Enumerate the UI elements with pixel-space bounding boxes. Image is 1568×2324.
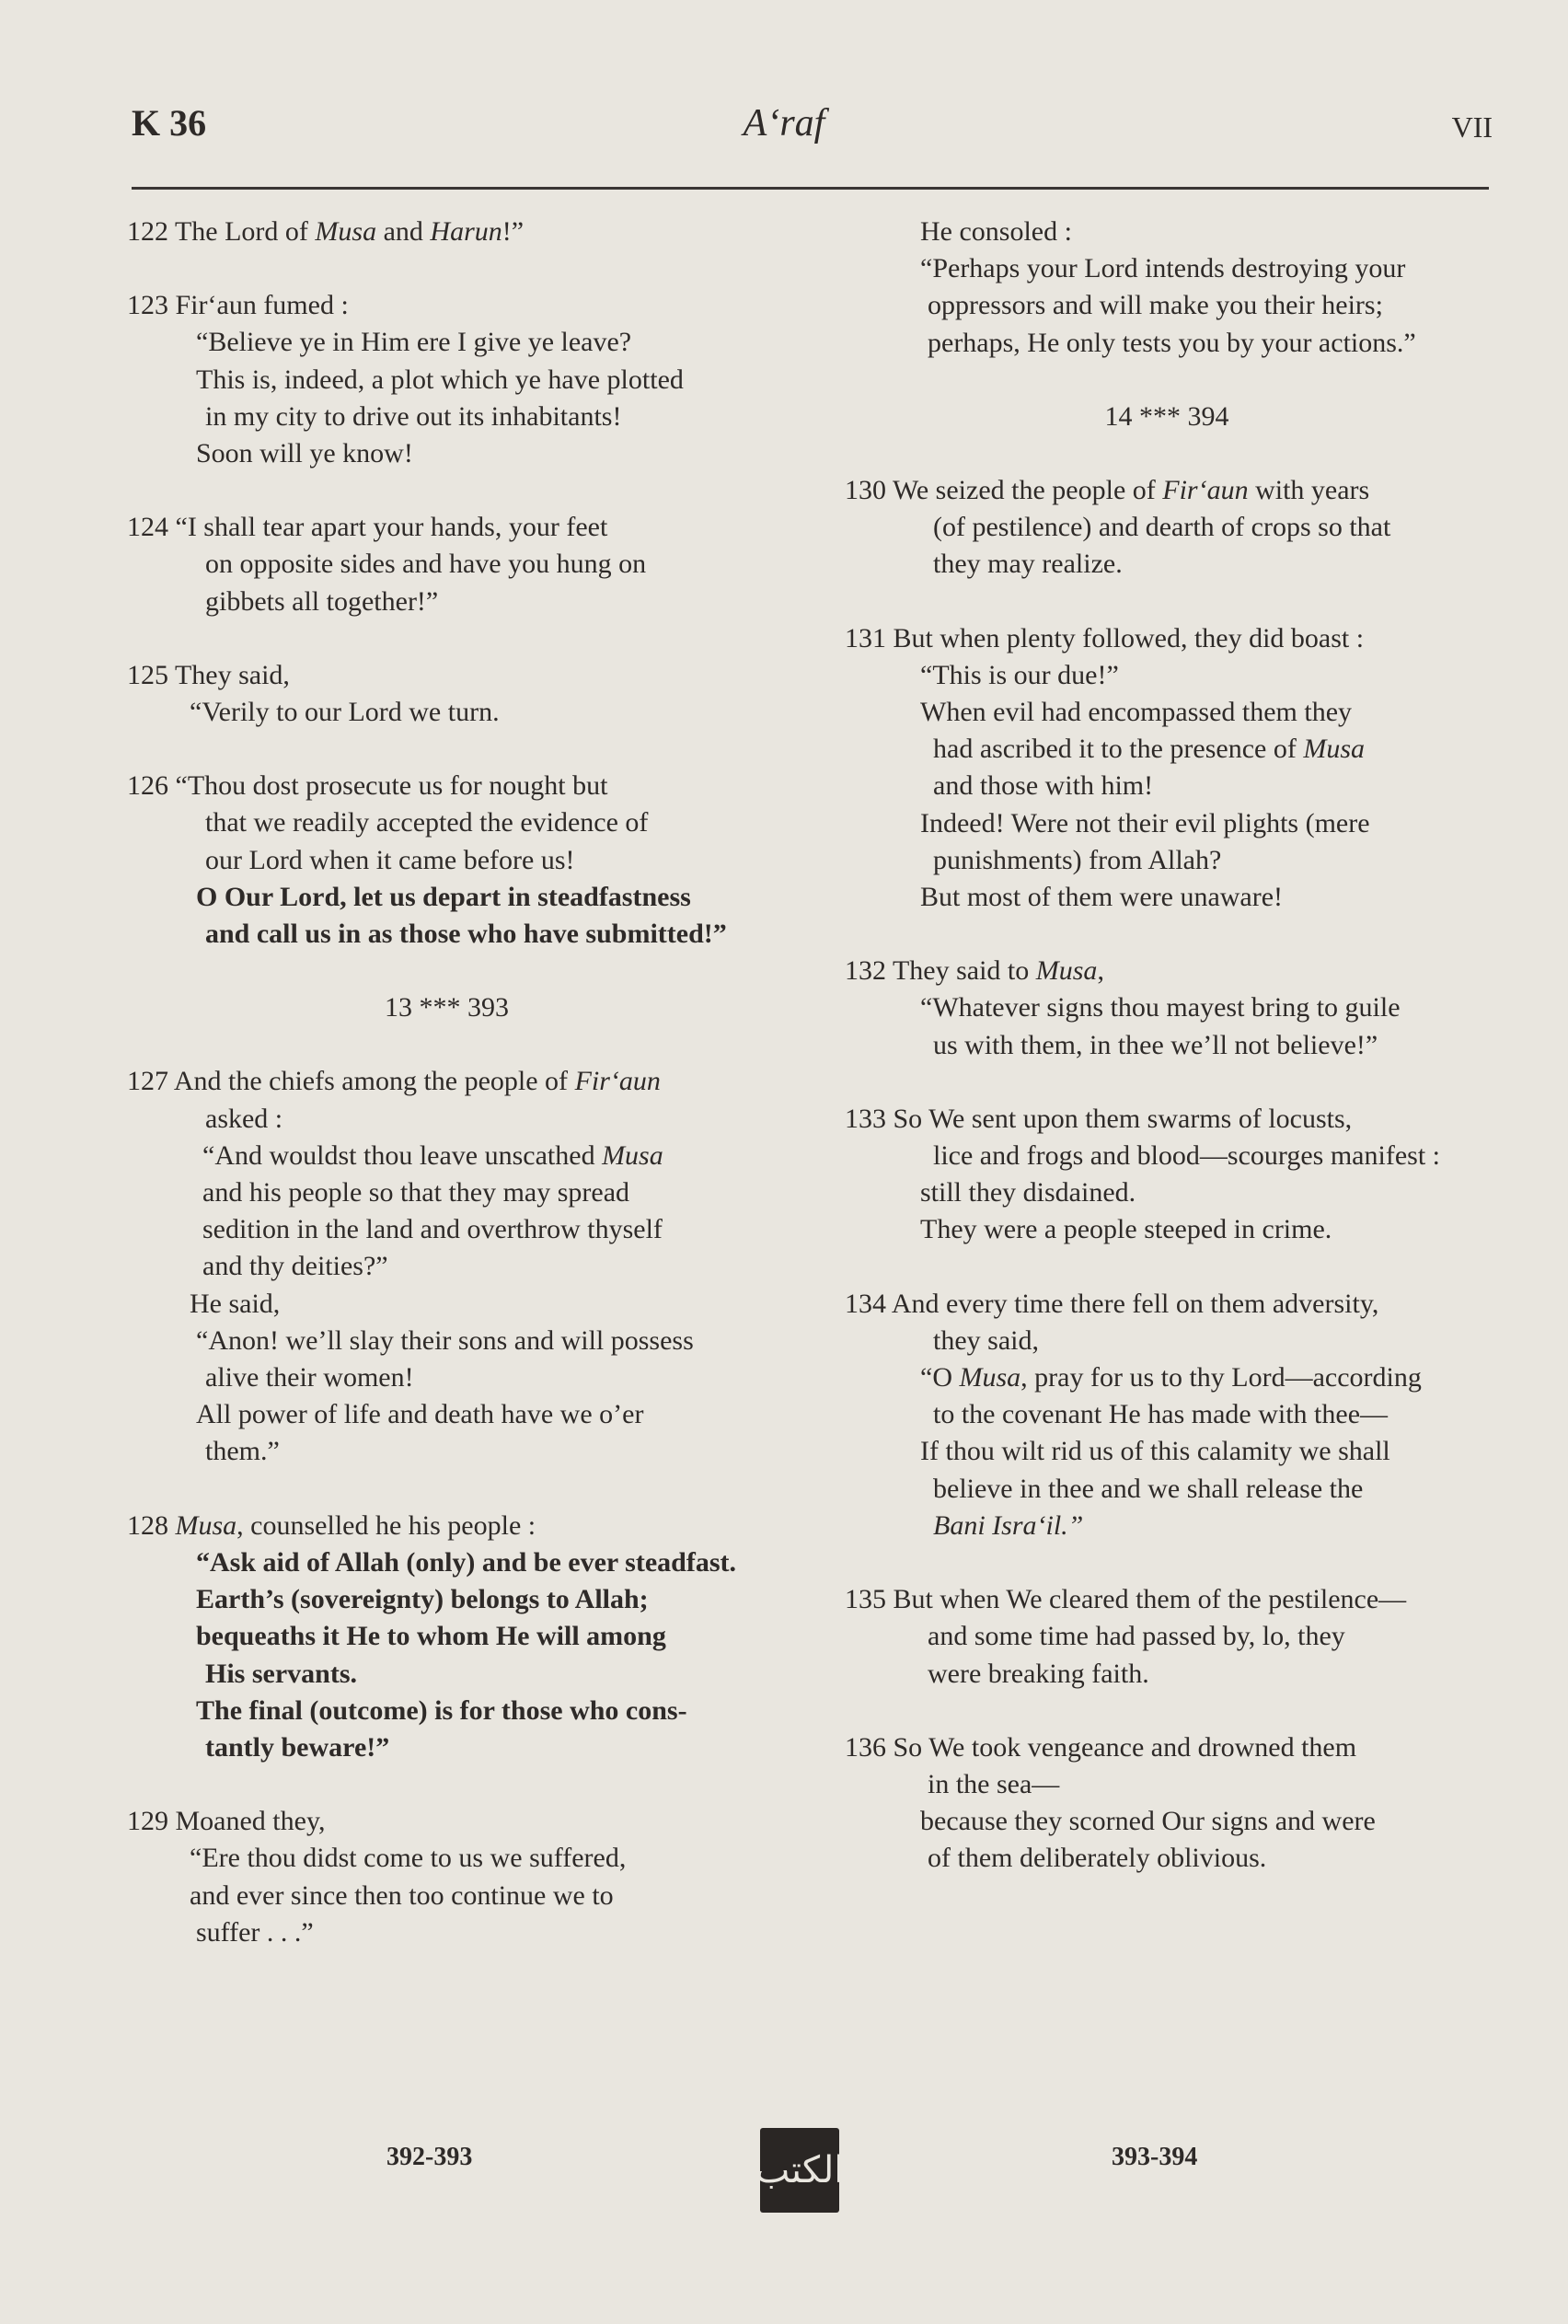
chapter-number: VII <box>1451 110 1493 144</box>
footer-page-range-right: 393-394 <box>1112 2143 1198 2171</box>
right-column <box>845 214 1489 1914</box>
verse-127: 127 And the chiefs among the people of Fir‘aun asked : “And wouldst thou leave unscathed Musa and his people so that they may spread sedition in the land and overthrow thyself and thy deities?” He said, “Anon! we’ll slay their sons and will possess alive their women! All power of life and death have we o’er them.” <box>127 1066 694 1467</box>
verse-133: 133 So We sent upon them swarms of locusts, lice and frogs and blood—scourges manifest : still they disdained. They were a people steeped in crime. <box>845 1103 1440 1245</box>
publisher-logo: الكتب <box>760 2128 839 2213</box>
page-title: A‘raf <box>743 102 825 145</box>
verse-132: 132 They said to Musa, “Whatever signs thou mayest bring to guile us with them, in thee we’ll not believe!” <box>845 955 1401 1060</box>
verse-126: 126 “Thou dost prosecute us for nought but that we readily accepted the evidence of our Lord when it came before us! O Our Lord, let us depart in steadfastness and call us in as those who have submitted!” <box>127 770 727 950</box>
verse-128: 128 Musa, counselled he his people : “Ask aid of Allah (only) and be ever steadfast. Earth’s (sovereignty) belongs to Allah; bequeaths it He to whom He will among His servants. The final (outcome) is for those who cons- tantly beware!” <box>127 1509 736 1763</box>
verse-129: 129 Moaned they, “Ere thou didst come to us we suffered, and ever since then too continue we to suffer . . .” <box>127 1806 627 1948</box>
page-code: K 36 <box>132 102 207 144</box>
footer-page-range-left: 392-393 <box>386 2143 473 2171</box>
verse-129-continued: He consoled : “Perhaps your Lord intends destroying your oppressors and will make you their heirs; perhaps, He only tests you by your actions.” <box>920 216 1416 358</box>
verse-122: 122 The Lord of Musa and Harun!” <box>127 216 525 247</box>
verse-136: 136 So We took vengeance and drowned them in the sea— because they scorned Our signs and were of them deliberately oblivious. <box>845 1731 1376 1874</box>
verse-124: 124 “I shall tear apart your hands, your feet on opposite sides and have you hung on gibbets all together!” <box>127 512 647 617</box>
section-marker-14: 14 *** 394 <box>1104 400 1229 432</box>
verse-125: 125 They said, “Verily to our Lord we turn. <box>127 659 500 728</box>
section-marker-13: 13 *** 393 <box>385 992 509 1023</box>
verse-135: 135 But when We cleared them of the pestilence— and some time had passed by, lo, they were breaking faith. <box>845 1584 1407 1689</box>
left-column <box>127 214 767 1988</box>
verse-134: 134 And every time there fell on them adversity, they said, “O Musa, pray for us to thy Lord—according to the covenant He has made with thee— If thou wilt rid us of this calamity we shall believe in thee and we shall release the Bani Isra‘il.” <box>845 1288 1422 1541</box>
verse-123: 123 Fir‘aun fumed : “Believe ye in Him ere I give ye leave? This is, indeed, a plot which ye have plotted in my city to drive out its inhabitants! Soon will ye know! <box>127 290 684 469</box>
header-rule <box>132 187 1489 190</box>
verse-131: 131 But when plenty followed, they did boast : “This is our due!” When evil had encompassed them they had ascribed it to the presence of Musa and those with him! Indeed! Were not their evil plights (mere punishments) from Allah? But most of them were unaware! <box>845 622 1370 913</box>
verse-130: 130 We seized the people of Fir‘aun with years (of pestilence) and dearth of crops so that they may realize. <box>845 475 1391 580</box>
